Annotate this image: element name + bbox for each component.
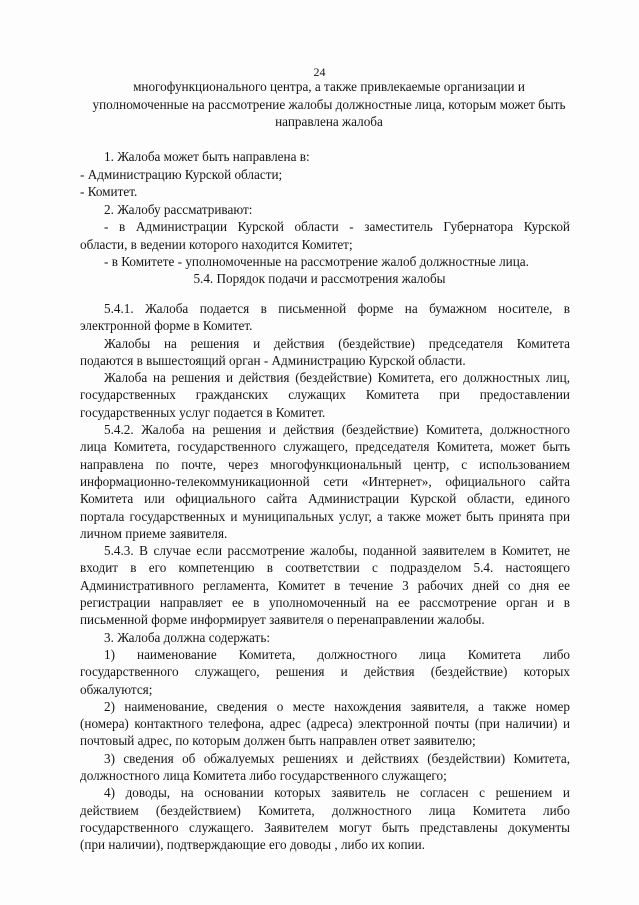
section-heading — [84, 78, 574, 131]
text-line: подаются в вышестоящий орган - Администрацию Курской области. — [80, 352, 466, 368]
text-line: должностного лица Комитета либо государственного служащего; — [80, 768, 447, 784]
section-title: 5.4. Порядок подачи и рассмотрения жалобы — [193, 271, 446, 286]
text-line: информационно-телекоммуникационной сети «Интернет», официального сайта — [80, 473, 570, 489]
text-line: государственных услуг подается в Комитет. — [80, 404, 326, 420]
text-line: - Комитет. — [80, 184, 138, 199]
text-line: электронной форме в Комитет. — [80, 318, 253, 334]
text-line: 4) доводы, на основании которых заявитель не согласен с решением и — [104, 785, 570, 801]
text-line: действием (бездействием) Комитета, должностного лица Комитета либо — [80, 802, 570, 818]
text-line: 5.4.1. Жалоба подается в письменной форме на бумажном носителе, в — [104, 301, 570, 316]
text-line: Административного регламента, Комитет в течение 3 рабочих дней со дня ее — [80, 577, 570, 593]
text-line: Жалобы на решения и действия (бездействие) председателя Комитета — [104, 335, 570, 351]
text-line: 1) наименование Комитета, должностного лица Комитета либо — [104, 646, 570, 662]
text-line: 5.4.2. Жалоба на решения и действия (бездействие) Комитета, должностного — [104, 422, 570, 438]
intro-paragraphs — [80, 148, 570, 271]
text-line: 3) сведения об обжалуемых решениях и действиях (бездействии) Комитета, — [104, 750, 570, 766]
text-line: письменной форме информирует заявителя о перенаправлении жалобы. — [80, 612, 485, 628]
text-line: 5.4.3. В случае если рассмотрение жалобы, поданной заявителем в Комитет, не — [104, 543, 570, 559]
text-line: 2) наименование, сведения о месте нахождения заявителя, а также номер — [104, 698, 570, 714]
text-line: 1. Жалоба может быть направлена в: — [104, 149, 310, 164]
heading-line: многофункционального центра, а также привлекаемые организации и — [133, 79, 525, 94]
text-line: почтовый адрес, по которым должен быть направлен ответ заявителю; — [80, 733, 476, 749]
text-line: портала государственных и муниципальных услуг, а также может быть принята при — [80, 508, 570, 524]
text-line: Жалоба на решения и действия (бездействие) Комитета, его должностных лиц, — [104, 370, 570, 386]
page-number: 24 — [313, 65, 326, 79]
text-line: обжалуются; — [80, 681, 153, 697]
heading-line: направлена жалоба — [275, 114, 383, 129]
text-line: лица Комитета, государственного служащего, председателя Комитета, может быть — [80, 439, 570, 455]
heading-line: уполномоченные на рассмотрение жалобы должностные лица, которым может быть — [92, 96, 566, 112]
text-line: государственных гражданских служащих Комитета при предоставлении — [80, 387, 570, 403]
text-line: 2. Жалобу рассматривают: — [104, 201, 253, 217]
text-line: - в Комитете - уполномоченные на рассмотрение жалоб должностные лица. — [104, 254, 529, 269]
text-line: государственного служащего, решения и действия (бездействие) которых — [80, 664, 570, 680]
body-paragraphs — [80, 300, 570, 854]
text-line: личном приеме заявителя. — [80, 525, 228, 541]
text-line: входит в его компетенцию в соответствии с подразделом 5.4. настоящего — [80, 560, 570, 576]
text-line: области, в ведении которого находится Комитет; — [80, 236, 353, 252]
text-line: направлена по почте, через многофункциональный центр, с использованием — [80, 456, 570, 472]
text-line: - в Администрации Курской области - заместитель Губернатора Курской — [104, 219, 570, 234]
text-line: - Администрацию Курской области; — [80, 166, 283, 182]
text-line: регистрации направляет ее в уполномоченный на ее рассмотрение орган и в — [80, 595, 570, 611]
text-line: Комитета или официального сайта Администрации Курской области, единого — [80, 491, 570, 507]
text-line: (номера) контактного телефона, адрес (адреса) электронной почты (при наличии) и — [80, 716, 570, 732]
text-line: государственного служащего. Заявителем могут быть представлены документы — [80, 819, 570, 835]
text-line: 3. Жалоба должна содержать: — [104, 629, 270, 645]
text-line: (при наличии), подтверждающие его доводы , либо их копии. — [80, 837, 425, 853]
